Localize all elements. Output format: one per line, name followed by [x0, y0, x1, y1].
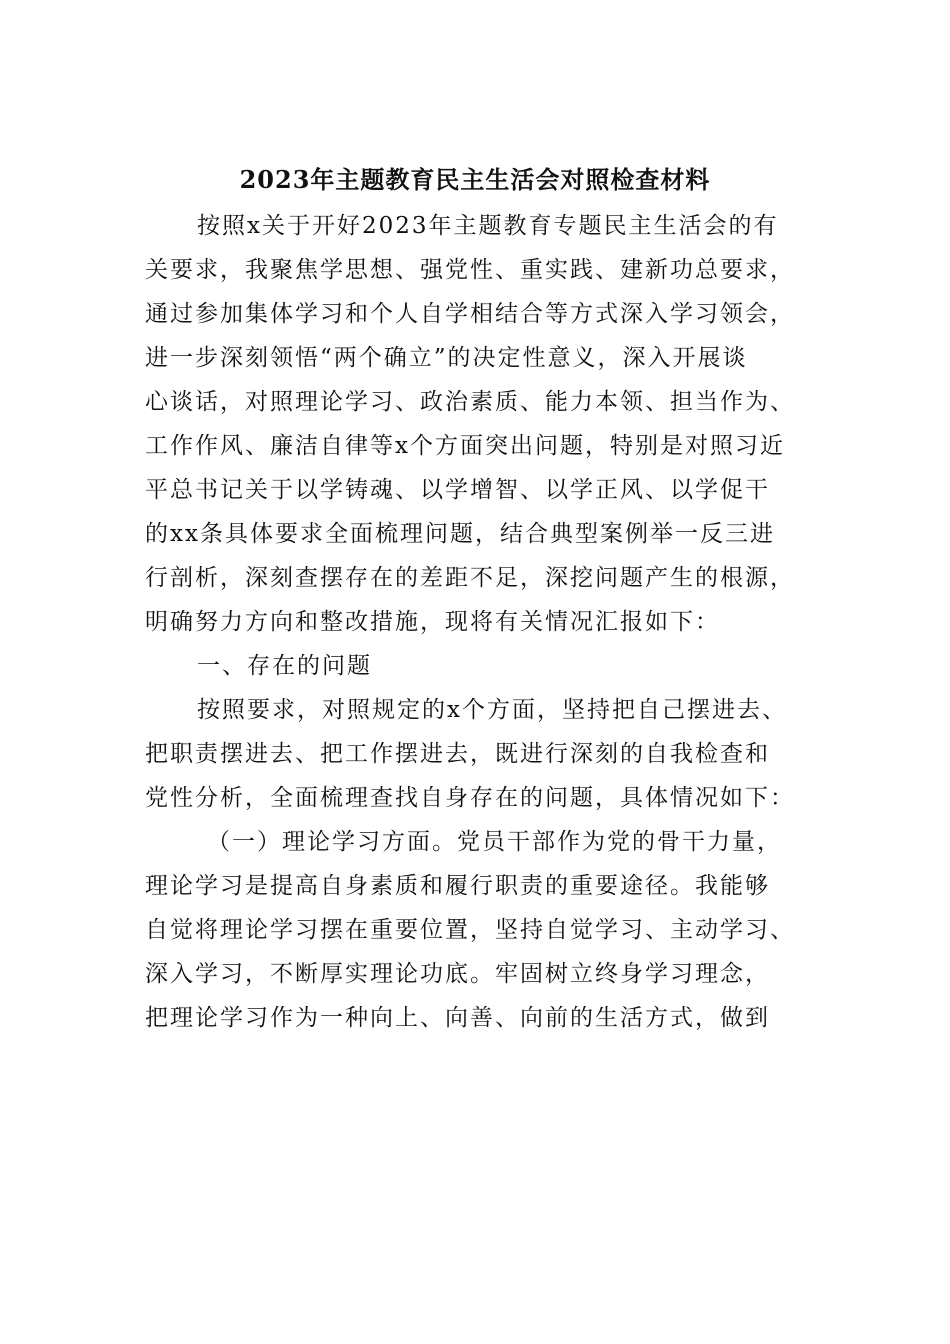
paragraph-1-line: 行剖析，深刻查摆存在的差距不足，深挖问题产生的根源，	[145, 565, 795, 591]
paragraph-1-line: 的xx条具体要求全面梳理问题，结合典型案例举一反三进	[145, 521, 775, 547]
paragraph-1-line: 平总书记关于以学铸魂、以学增智、以学正风、以学促干	[145, 477, 770, 503]
document-title: 2023年主题教育民主生活会对照检查材料	[239, 165, 711, 194]
paragraph-3-line: 深入学习，不断厚实理论功底。牢固树立终身学习理念，	[145, 961, 770, 987]
paragraph-3-line: 把理论学习作为一种向上、向善、向前的生活方式，做到	[145, 1005, 770, 1031]
paragraph-1-line: 心谈话，对照理论学习、政治素质、能力本领、担当作为、	[145, 389, 795, 415]
paragraph-2-line: 按照要求，对照规定的x个方面，坚持把自己摆进去、	[197, 697, 787, 723]
paragraph-1-line: 按照x关于开好2023年主题教育专题民主生活会的有	[197, 213, 779, 239]
paragraph-2-line: 把职责摆进去、把工作摆进去，既进行深刻的自我检查和	[145, 741, 770, 767]
paragraph-1-line: 通过参加集体学习和个人自学相结合等方式深入学习领会，	[145, 301, 795, 327]
paragraph-3-line: （一）理论学习方面。党员干部作为党的骨干力量，	[207, 829, 782, 855]
paragraph-1-line: 明确努力方向和整改措施，现将有关情况汇报如下：	[145, 609, 720, 635]
paragraph-1-line: 进一步深刻领悟“两个确立”的决定性意义，深入开展谈	[145, 345, 748, 371]
paragraph-3-line: 自觉将理论学习摆在重要位置，坚持自觉学习、主动学习、	[145, 917, 795, 943]
section-1-heading: 一、存在的问题	[197, 653, 372, 679]
paragraph-1-line: 工作作风、廉洁自律等x个方面突出问题，特别是对照习近	[145, 433, 785, 459]
paragraph-1-line: 关要求，我聚焦学思想、强党性、重实践、建新功总要求，	[145, 257, 795, 283]
paragraph-3-line: 理论学习是提高自身素质和履行职责的重要途径。我能够	[145, 873, 770, 899]
paragraph-2-line: 党性分析，全面梳理查找自身存在的问题，具体情况如下：	[145, 785, 795, 811]
